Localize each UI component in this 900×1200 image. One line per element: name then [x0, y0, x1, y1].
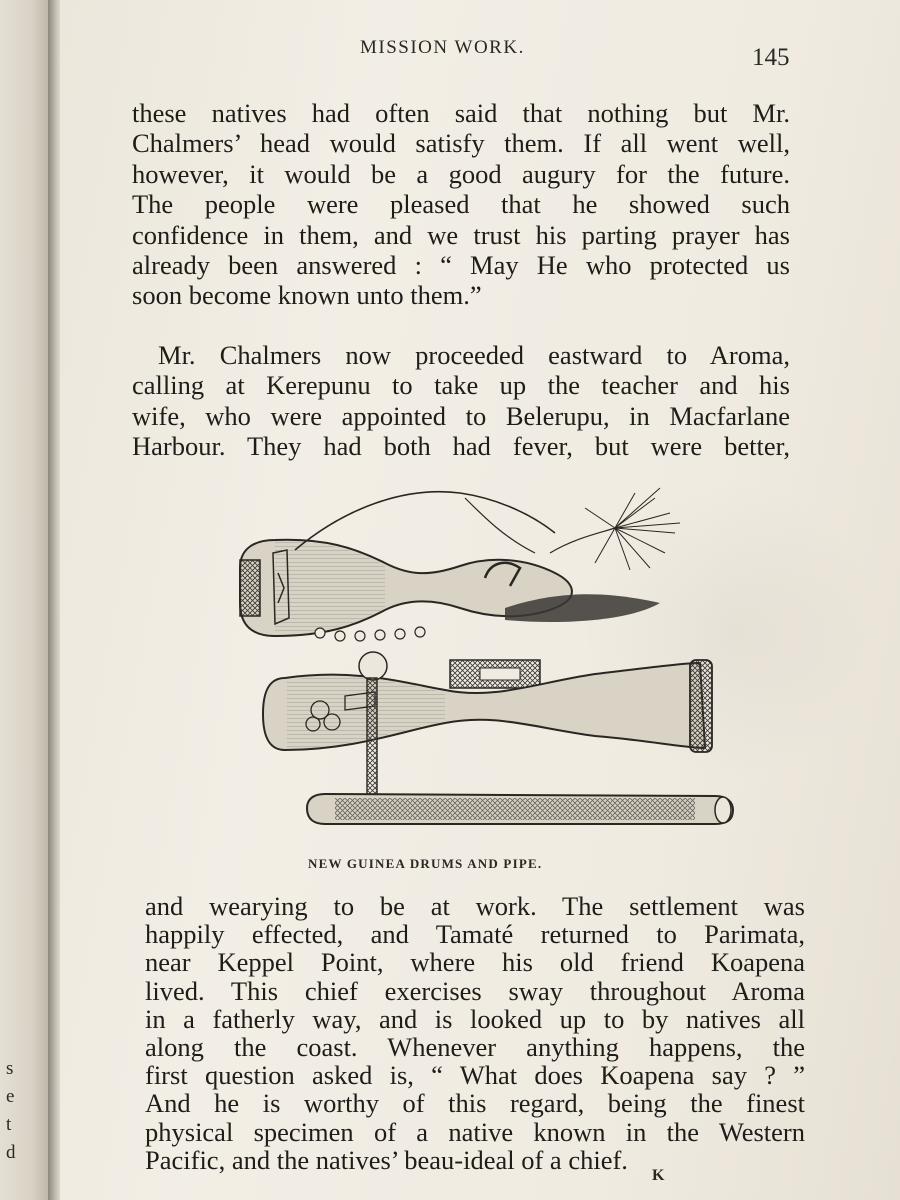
figure-caption: NEW GUINEA DRUMS AND PIPE. [308, 856, 543, 871]
text-line: near Keppel Point, where his old friend Koapena [145, 947, 805, 978]
text-line: lived. This chief exercises sway throughout Aroma [145, 975, 805, 1006]
text-line: these natives had often said that nothing but Mr. [132, 98, 790, 128]
facing-page-edge [0, 0, 52, 1200]
pipe [307, 794, 733, 824]
text-line: physical specimen of a native known in the Western [145, 1116, 805, 1147]
text-line: calling at Kerepunu to take up the teacher and his [132, 370, 790, 401]
paragraph-1 [132, 98, 790, 311]
text-line: Harbour. They had both had fever, but were better, [132, 431, 790, 462]
text-line: Pacific, and the natives’ beau-ideal of a chief. [145, 1144, 628, 1175]
text-line: wife, who were appointed to Belerupu, in Macfarlane [132, 400, 790, 431]
text-line: along the coast. Whenever anything happens, the [145, 1032, 805, 1063]
text-line: And he is worthy of this regard, being the finest [145, 1088, 805, 1119]
drums-and-pipe-illustration [235, 478, 755, 843]
text-line: already been answered : “ May He who protected us [132, 250, 790, 281]
paragraph-3 [145, 892, 805, 1174]
text-line: and wearying to be at work. The settlement was [145, 891, 805, 921]
paragraph-2 [132, 340, 790, 462]
facing-page-text: s e t d [6, 1058, 16, 1163]
text-line: Mr. Chalmers now proceeded eastward to Aroma, [158, 340, 790, 370]
upper-drum [240, 488, 680, 641]
text-line: however, it would be a good augury for the future. [132, 158, 790, 189]
text-line: The people were pleased that he showed such [132, 189, 790, 220]
text-line: soon become known unto them.” [132, 280, 482, 311]
text-line: in a fatherly way, and is looked up to by natives all [145, 1003, 805, 1034]
text-line: first question asked is, “ What does Koapena say ? ” [145, 1060, 805, 1091]
running-head: MISSION WORK. [360, 37, 525, 58]
page-number: 145 [752, 44, 790, 71]
book-page [60, 0, 900, 1200]
signature-mark: K [652, 1167, 665, 1184]
text-line: happily effected, and Tamaté returned to Parimata, [145, 919, 805, 950]
text-line: confidence in them, and we trust his parting prayer has [132, 219, 790, 250]
text-line: Chalmers’ head would satisfy them. If all went well, [132, 128, 790, 159]
